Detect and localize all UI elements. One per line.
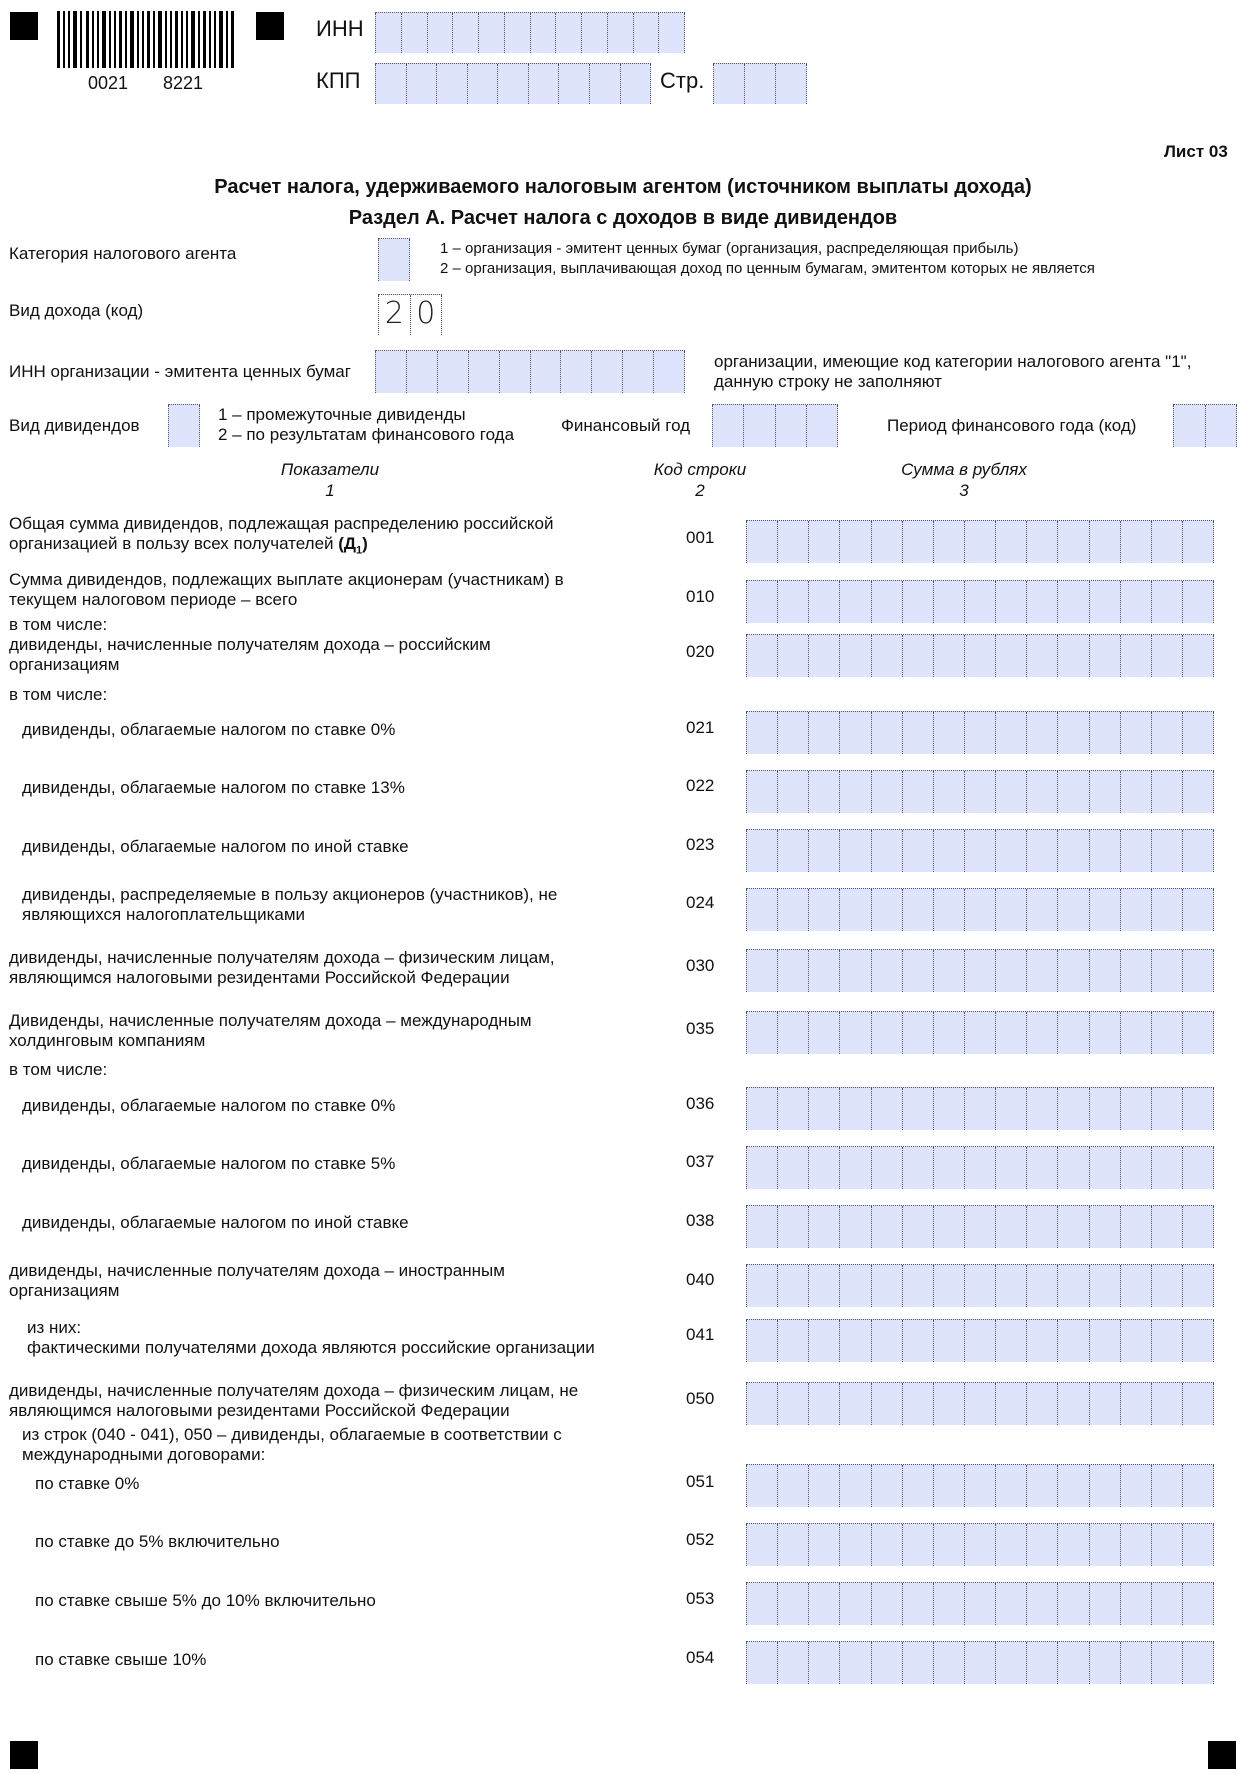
row-035-amount-input[interactable] [746,1011,1214,1054]
row-040-text: дивиденды, начисленные получателям дохода – иностранным организациям [9,1261,505,1300]
including-label-1: в том числе: [9,615,108,634]
income-type-digit-2: 0 [411,295,443,335]
row-001-text: Общая сумма дивидендов, подлежащая распределению российской организацией в пользу всех получателей $(Д_1)$ [9,514,554,557]
dividend-type-note-2: 2 – по результатам финансового года [218,425,515,444]
col1-num: 1 [325,481,335,500]
row-030-code: 030 [686,956,715,975]
row-052-code: 052 [686,1530,715,1549]
issuer-inn-note-1: организации, имеющие код категории налогового агента "1", [714,352,1192,371]
row-038-amount-input[interactable] [746,1205,1214,1248]
row-010-code: 010 [686,587,715,606]
corner-marker-bottom-left [10,1741,38,1769]
dividend-type-note-1: 1 – промежуточные дивиденды [218,405,466,424]
row-050-amount-input[interactable] [746,1382,1214,1425]
agent-category-note-2: 2 – организация, выплачивающая доход по ценным бумагам, эмитентом которых не является [440,260,1095,277]
including-label-2: в том числе: [9,685,108,704]
row-024-amount-input[interactable] [746,888,1214,931]
row-041-text: из них: фактическими получателями дохода являются российские организации [27,1318,595,1357]
row-037-code: 037 [686,1152,715,1171]
section-title: Раздел А. Расчет налога с доходов в виде дивидендов [348,207,898,229]
row-054-amount-input[interactable] [746,1641,1214,1684]
kpp-label: КПП [316,68,361,93]
row-054-text: по ставке свыше 10% [35,1650,207,1669]
period-label: Период финансового года (код) [887,416,1137,435]
issuer-inn-label: ИНН организации - эмитента ценных бумаг [9,362,351,381]
barcode [57,11,237,68]
dividend-type-input[interactable] [168,404,200,447]
barcode-number-right: 8221 [163,73,204,93]
page-label: Стр. [660,68,705,93]
row-030-amount-input[interactable] [746,949,1214,992]
row-054-code: 054 [686,1648,715,1667]
row-040-code: 040 [686,1270,715,1289]
rows-05x-header: из строк (040 - 041), 050 – дивиденды, облагаемые в соответствии с международными договорами: [22,1425,562,1464]
row-021-amount-input[interactable] [746,711,1214,754]
income-type-label: Вид дохода (код) [9,301,144,320]
row-021-text: дивиденды, облагаемые налогом по ставке 0% [22,720,396,739]
row-024-code: 024 [686,893,715,912]
row-050-code: 050 [686,1389,715,1408]
issuer-inn-note-2: данную строку не заполняют [714,372,942,391]
period-input[interactable] [1173,404,1237,447]
row-001-amount-input[interactable] [746,520,1214,563]
row-010-amount-input[interactable] [746,580,1214,623]
row-052-text: по ставке до 5% включительно [35,1532,280,1551]
form-title: Расчет налога, удерживаемого налоговым агентом (источником выплаты дохода) [214,176,1032,198]
sheet-label: Лист 03 [1164,142,1228,161]
row-022-code: 022 [686,776,715,795]
income-type-code [378,294,442,335]
row-052-amount-input[interactable] [746,1523,1214,1566]
income-type-digit-1: 2 [378,295,411,335]
row-036-code: 036 [686,1094,715,1113]
row-040-amount-input[interactable] [746,1264,1214,1307]
row-037-amount-input[interactable] [746,1146,1214,1189]
row-038-code: 038 [686,1211,715,1230]
row-021-code: 021 [686,718,715,737]
col2-title: Код строки [653,460,747,479]
including-label-3: в том числе: [9,1060,108,1079]
row-053-amount-input[interactable] [746,1582,1214,1625]
agent-category-note-1: 1 – организация - эмитент ценных бумаг (организация, распределяющая прибыль) [440,240,1019,257]
row-023-text: дивиденды, облагаемые налогом по иной ставке [22,837,409,856]
row-022-text: дивиденды, облагаемые налогом по ставке 13% [22,778,405,797]
row-023-code: 023 [686,835,715,854]
row-020-code: 020 [686,642,715,661]
inn-input[interactable] [375,12,685,53]
barcode-number-left: 0021 [88,73,129,93]
fin-year-label: Финансовый год [561,416,691,435]
row-051-amount-input[interactable] [746,1464,1214,1507]
row-050-text: дивиденды, начисленные получателям дохода – физическим лицам, не являющимся налоговыми резидентами Российской Федерации [9,1381,579,1420]
row-023-amount-input[interactable] [746,829,1214,872]
corner-marker-bottom-right [1208,1741,1236,1769]
fin-year-input[interactable] [712,404,838,447]
agent-category-label: Категория налогового агента [9,244,237,263]
row-051-code: 051 [686,1472,715,1491]
col2-num: 2 [695,481,705,500]
row-053-code: 053 [686,1589,715,1608]
kpp-input[interactable] [375,63,651,104]
row-020-amount-input[interactable] [746,634,1214,677]
col3-title: Сумма в рублях [901,460,1027,479]
issuer-inn-input[interactable] [375,350,685,393]
page-number-input[interactable] [713,63,807,104]
row-038-text: дивиденды, облагаемые налогом по иной ставке [22,1213,409,1232]
col3-num: 3 [959,481,969,500]
row-024-text: дивиденды, распределяемые в пользу акционеров (участников), не являющихся налогоплательщиками [22,885,558,924]
row-041-amount-input[interactable] [746,1319,1214,1362]
dividend-type-label: Вид дивидендов [9,416,140,435]
row-022-amount-input[interactable] [746,770,1214,813]
corner-marker-top-right [256,12,284,40]
inn-label: ИНН [316,16,364,41]
row-051-text: по ставке 0% [35,1474,140,1493]
row-010-text: Сумма дивидендов, подлежащих выплате акционерам (участникам) в текущем налоговом периоде – всего [9,570,564,609]
row-041-code: 041 [686,1325,715,1344]
row-035-code: 035 [686,1019,715,1038]
agent-category-input[interactable] [378,238,410,281]
row-001-code: 001 [686,528,715,547]
row-036-text: дивиденды, облагаемые налогом по ставке 0% [22,1096,396,1115]
corner-marker-top-left [10,12,38,40]
row-037-text: дивиденды, облагаемые налогом по ставке 5% [22,1154,396,1173]
row-020-text: дивиденды, начисленные получателям дохода – российским организациям [9,635,491,674]
row-030-text: дивиденды, начисленные получателям дохода – физическим лицам, являющимся налоговыми резидентами Российской Федерации [9,948,555,987]
row-053-text: по ставке свыше 5% до 10% включительно [35,1591,376,1610]
row-035-text: Дивиденды, начисленные получателям дохода – международным холдинговым компаниям [9,1011,532,1050]
row-036-amount-input[interactable] [746,1087,1214,1130]
col1-title: Показатели [280,460,380,479]
